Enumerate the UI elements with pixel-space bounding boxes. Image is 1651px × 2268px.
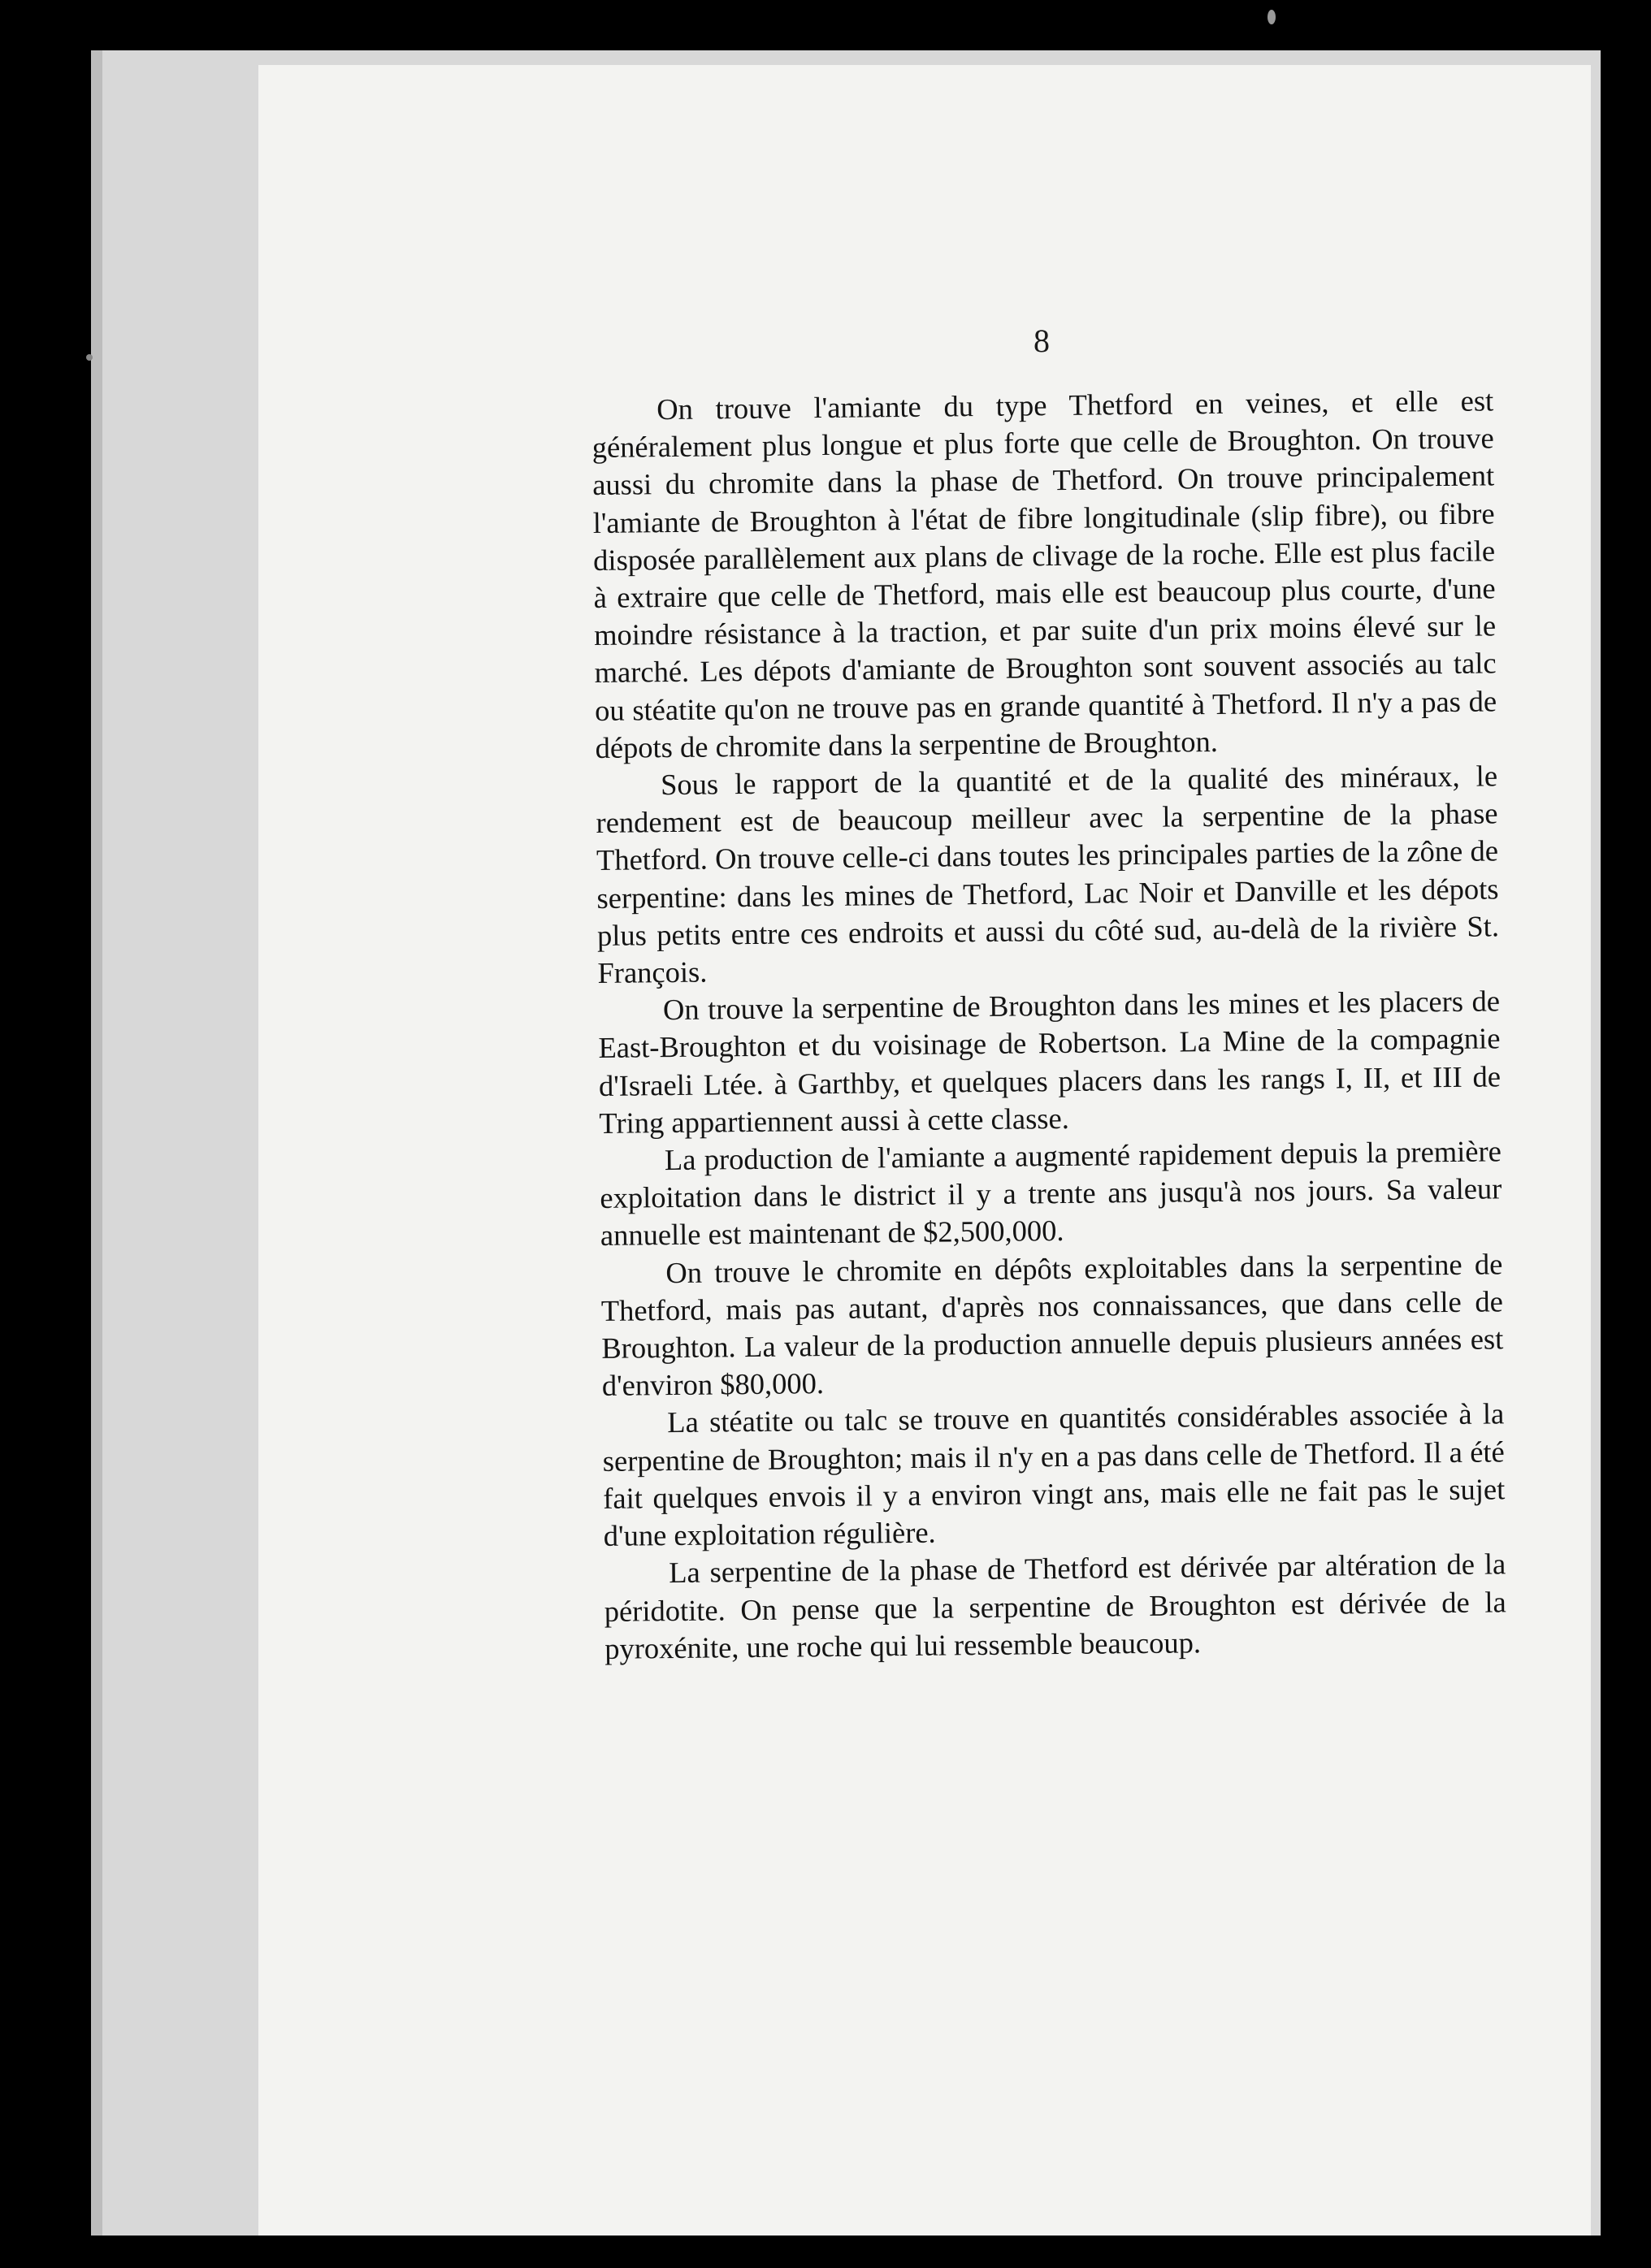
scan-speck xyxy=(86,354,93,361)
paragraph-2: Sous le rapport de la quantité et de la qualité des minéraux, le rendement est de beaucoup meilleur avec la serpentine de la phase Thetford. On trouve celle-ci dans toutes les principales parties de la zône de serpentine: dans les mines de Thetford, Lac Noir et Danville et les dépots plus petits entre ces endroits et aussi du côté sud, au-delà de la rivière St. François. xyxy=(596,759,1500,990)
paragraph-5: On trouve le chromite en dépôts exploitables dans la serpentine de Thetford, mais pas autant, d'après nos connaissances, que dans celle de Broughton. La valeur de la production annuelle depuis plusieurs années est d'environ $80,000. xyxy=(600,1246,1504,1403)
paragraph-6: La stéatite ou talc se trouve en quantités considérables associée à la serpentine de Broughton; mais il n'y en a pas dans celle de Thetford. Il a été fait quelques envois il y a environ vingt ans, mais elle ne fait pas le sujet d'une exploitation régulière. xyxy=(602,1396,1506,1553)
page-number: 8 xyxy=(1034,322,1050,359)
paragraph-4: La production de l'amiante a augmenté rapidement depuis la première exploitation dans le district il y a trente ans jusqu'à nos jours. Sa valeur annuelle est maintenant de $2,500,000. xyxy=(600,1134,1502,1253)
paragraph-3: On trouve la serpentine de Broughton dans les mines et les placers de East-Broughton et du voisinage de Robertson. La Mine de la compagnie d'Israeli Ltée. à Garthby, et quelques placers dans les rangs I, II, et III de Tring appartiennent aussi à cette classe. xyxy=(598,984,1502,1140)
paragraph-7: La serpentine de la phase de Thetford est dérivée par altération de la péridotite. On pense que la serpentine de Broughton est dérivée de la pyroxénite, une roche qui lui ressemble beaucoup. xyxy=(604,1547,1506,1665)
scan-speck xyxy=(1268,10,1276,24)
paragraph-1: On trouve l'amiante du type Thetford en veines, et elle est généralement plus longue et plus forte que celle de Broughton. On trouve aussi du chromite dans la phase de Thetford. On trouve principalement l'amiante de Broughton à l'état de fibre longitudinale (slip fibre), ou fibre disposée parallèlement aux plans de clivage de la roche. Elle est plus facile à extraire que celle de Thetford, mais elle est beaucoup plus courte, d'une moindre résistance à la traction, et par suite d'un prix moins élevé sur le marché. Les dépots d'amiante de Broughton sont souvent associés au talc ou stéatite qu'on ne trouve pas en grande quantité à Thetford. Il n'y a pas de dépots de chromite dans la serpentine de Broughton. xyxy=(592,383,1497,764)
body-text xyxy=(592,382,1506,1667)
